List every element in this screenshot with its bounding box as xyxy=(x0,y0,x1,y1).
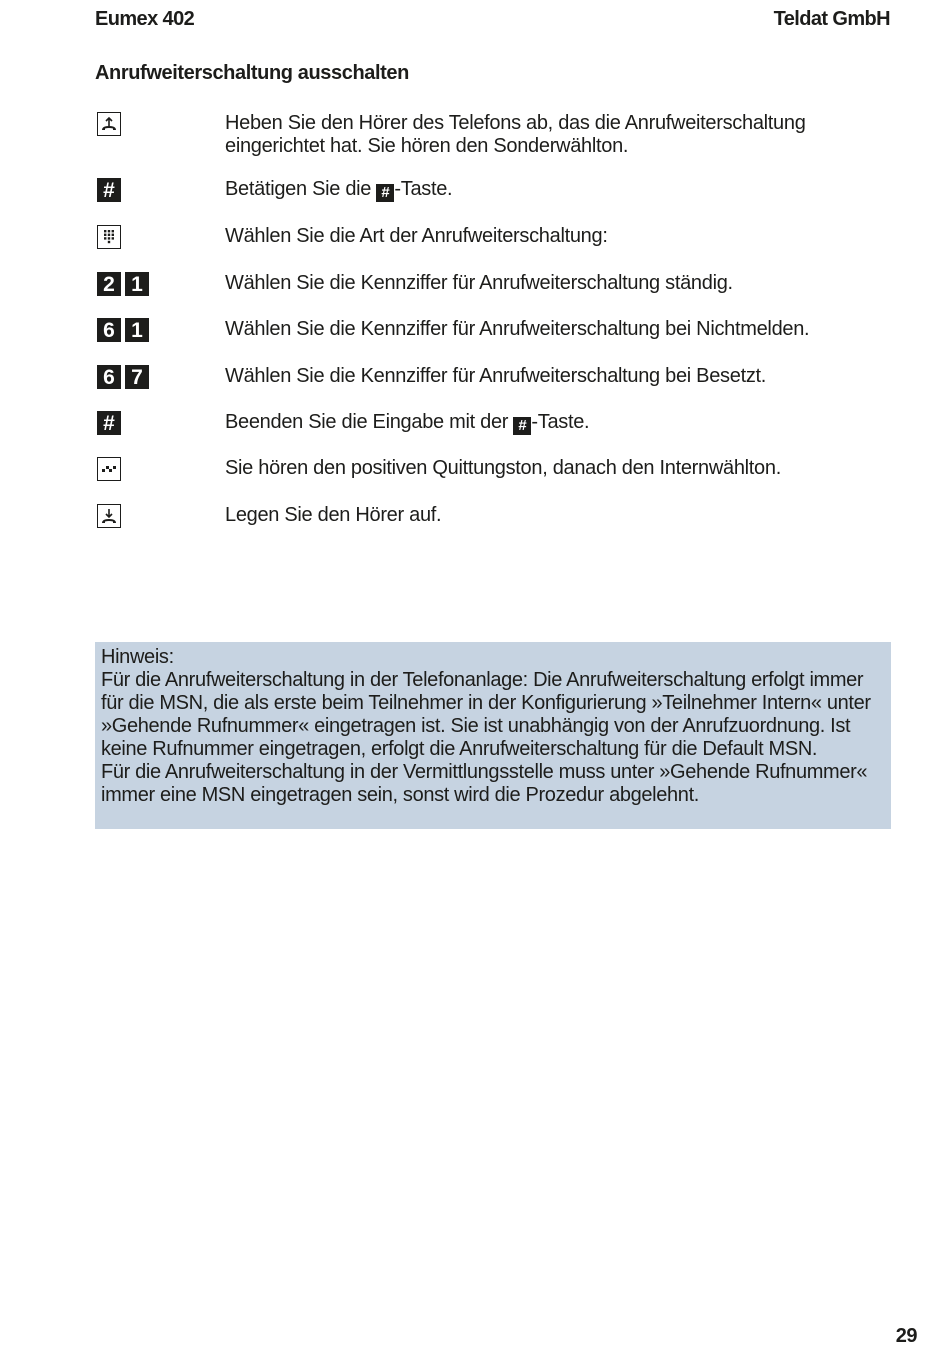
step-text: Heben Sie den Hörer des Telefons ab, das die Anrufweiterschaltung eingerichtet hat. Sie hören den Sonderwählton. xyxy=(225,112,806,157)
inline-hash-key-icon: # xyxy=(513,417,531,435)
note-box xyxy=(95,642,891,829)
header-product-name: Eumex 402 xyxy=(95,8,195,30)
note-paragraph-telefonanlage: Für die Anrufweiterschaltung in der Telefonanlage: Die Anrufweiterschaltung erfolgt immer für die MSN, die als erste beim Teilnehmer in der Konfigurierung »Teilnehmer Intern« unter »Gehende Rufnummer« eingetragen ist. Sie ist unabhängig von der Anrufzuordnung. Ist keine Rufnummer eingetragen, erfolgt die Anrufweiterschaltung für die Default MSN. xyxy=(101,669,871,760)
handset-hangup-icon xyxy=(97,504,121,528)
step-text: Beenden Sie die Eingabe mit der # -Taste. xyxy=(225,411,590,434)
step-text: Wählen Sie die Kennziffer für Anrufweiterschaltung bei Nichtmelden. xyxy=(225,318,810,340)
step-text: Legen Sie den Hörer auf. xyxy=(225,504,442,526)
keypad-icon xyxy=(97,225,121,249)
step-text: Sie hören den positiven Quittungston, danach den Internwählton. xyxy=(225,457,781,479)
digit-key-1: 1 xyxy=(125,318,149,342)
digit-key-6: 6 xyxy=(97,365,121,389)
step-text: Wählen Sie die Art der Anrufweiterschaltung: xyxy=(225,225,608,247)
header-company-name: Teldat GmbH xyxy=(773,8,890,30)
digit-key-7: 7 xyxy=(125,365,149,389)
digit-key-1: 1 xyxy=(125,272,149,296)
confirmation-tone-icon xyxy=(97,457,121,481)
note-label: Hinweis: xyxy=(101,646,174,668)
digit-key-6: 6 xyxy=(97,318,121,342)
step-text: Betätigen Sie die # -Taste. xyxy=(225,178,453,201)
digit-key-2: 2 xyxy=(97,272,121,296)
step-text: Wählen Sie die Kennziffer für Anrufweiterschaltung bei Besetzt. xyxy=(225,365,767,387)
page-number: 29 xyxy=(895,1325,917,1347)
section-title: Anrufweiterschaltung ausschalten xyxy=(95,62,409,84)
hash-key-icon: # xyxy=(97,178,121,202)
handset-lift-icon xyxy=(97,112,121,136)
hash-key-icon: # xyxy=(97,411,121,435)
note-paragraph-vermittlungsstelle: Für die Anrufweiterschaltung in der Vermittlungsstelle muss unter »Gehende Rufnummer« immer eine MSN eingetragen sein, sonst wird die Prozedur abgelehnt. xyxy=(101,761,868,806)
step-text: Wählen Sie die Kennziffer für Anrufweiterschaltung ständig. xyxy=(225,272,733,294)
inline-hash-key-icon: # xyxy=(376,184,394,202)
